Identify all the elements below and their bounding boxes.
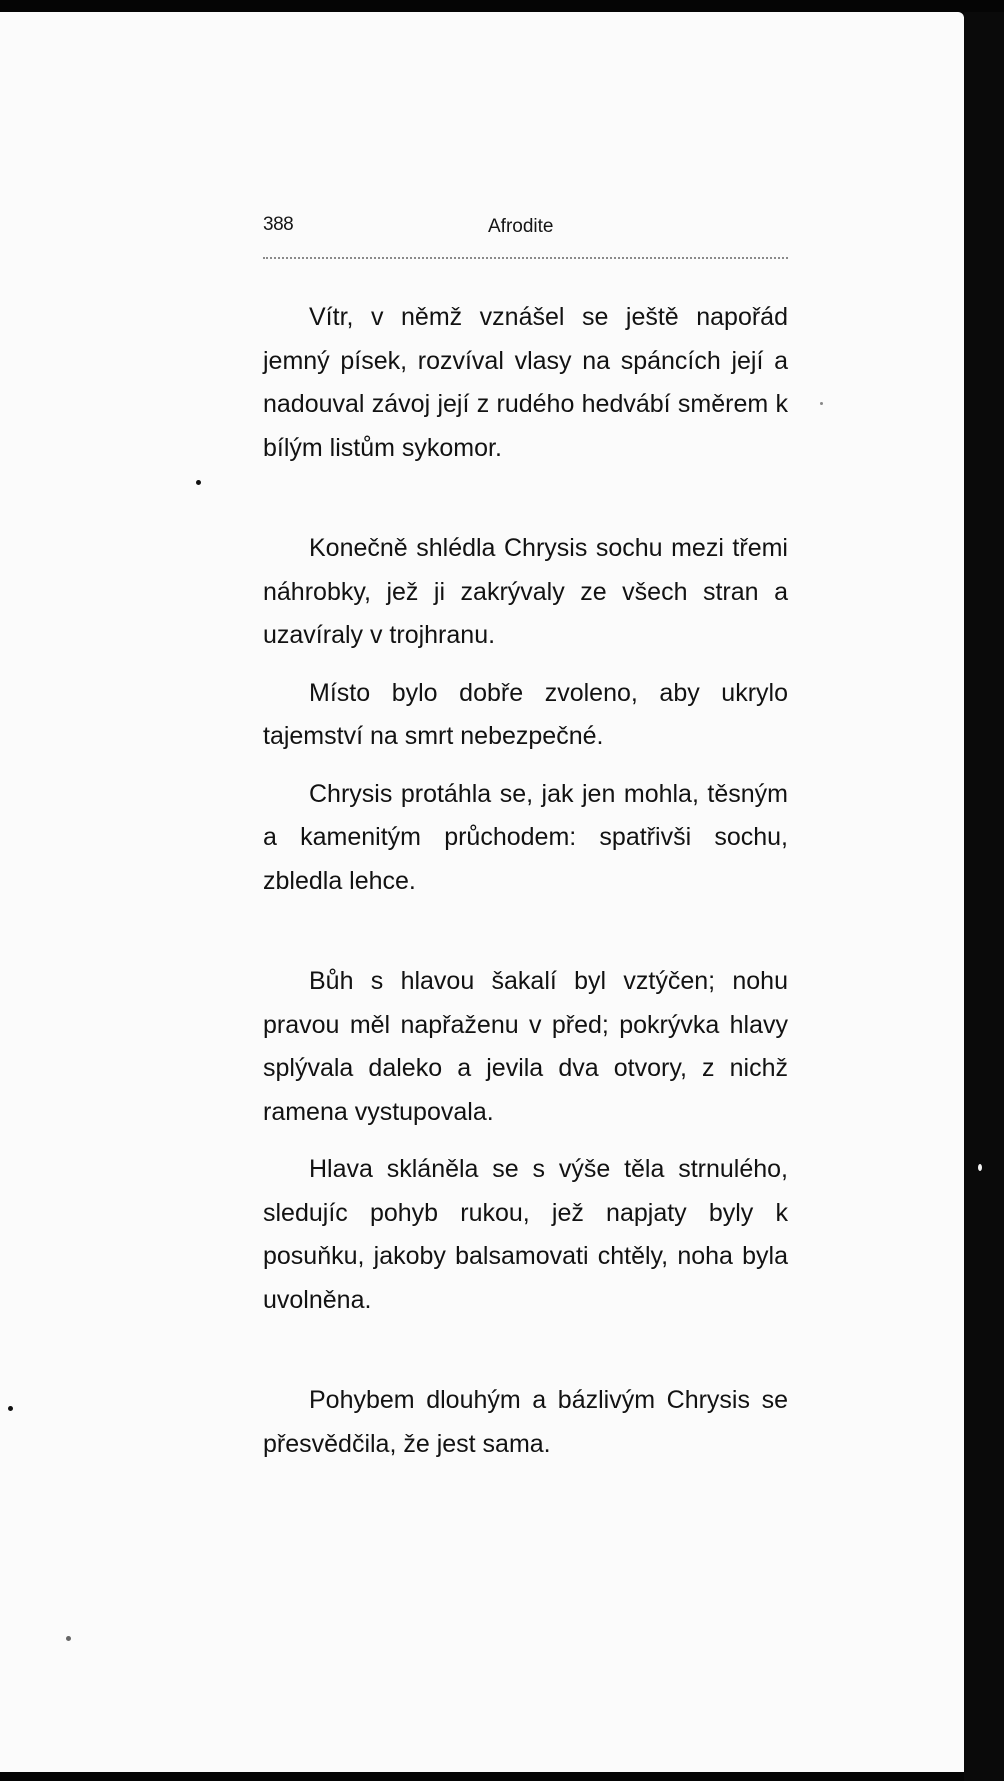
paragraph-2: Konečně shlédla Chrysis sochu mezi třemi náhrobky, jež ji zakrývaly ze všech stran a uzavíraly v trojhranu. [263, 534, 788, 649]
running-title: Afrodite [488, 216, 554, 237]
paragraph-7: Pohybem dlouhým a bázlivým Chrysis se přesvědčila, že jest sama. [263, 1386, 788, 1458]
page-number: 388 [263, 214, 294, 235]
scan-dark-edge [964, 12, 1004, 1781]
header-divider [263, 257, 788, 259]
page-header [263, 206, 788, 240]
scan-speck [820, 402, 823, 405]
paragraph-1: Vítr, v němž vznášel se ještě napořád jemný písek, rozvíval vlasy na spáncích její a nadouval závoj její z rudého hedvábí směrem k bílým listům sykomor. [263, 303, 788, 462]
paragraph-4: Chrysis protáhla se, jak jen mohla, těsným a kamenitým průchodem: spatřivši sochu, zbledla lehce. [263, 779, 788, 895]
scan-speck [196, 480, 201, 485]
paragraph-3: Místo bylo dobře zvoleno, aby ukrylo tajemství na smrt nebezpečné. [263, 678, 788, 750]
scan-speck [978, 1164, 982, 1171]
paragraph-5: Bůh s hlavou šakalí byl vztýčen; nohu pravou měl napřaženu v před; pokrývka hlavy splývala daleko a jevila dva otvory, z nichž ramena vystupovala. [263, 967, 788, 1126]
scan-speck [8, 1406, 13, 1411]
paragraph-6: Hlava skláněla se s výše těla strnulého, sledujíc pohyb rukou, jež napjaty byly k posuňku, jakoby balsamovati chtěly, noha byla uvolněna. [263, 1155, 788, 1314]
body-text [263, 296, 788, 1466]
scan-speck [66, 1636, 71, 1641]
